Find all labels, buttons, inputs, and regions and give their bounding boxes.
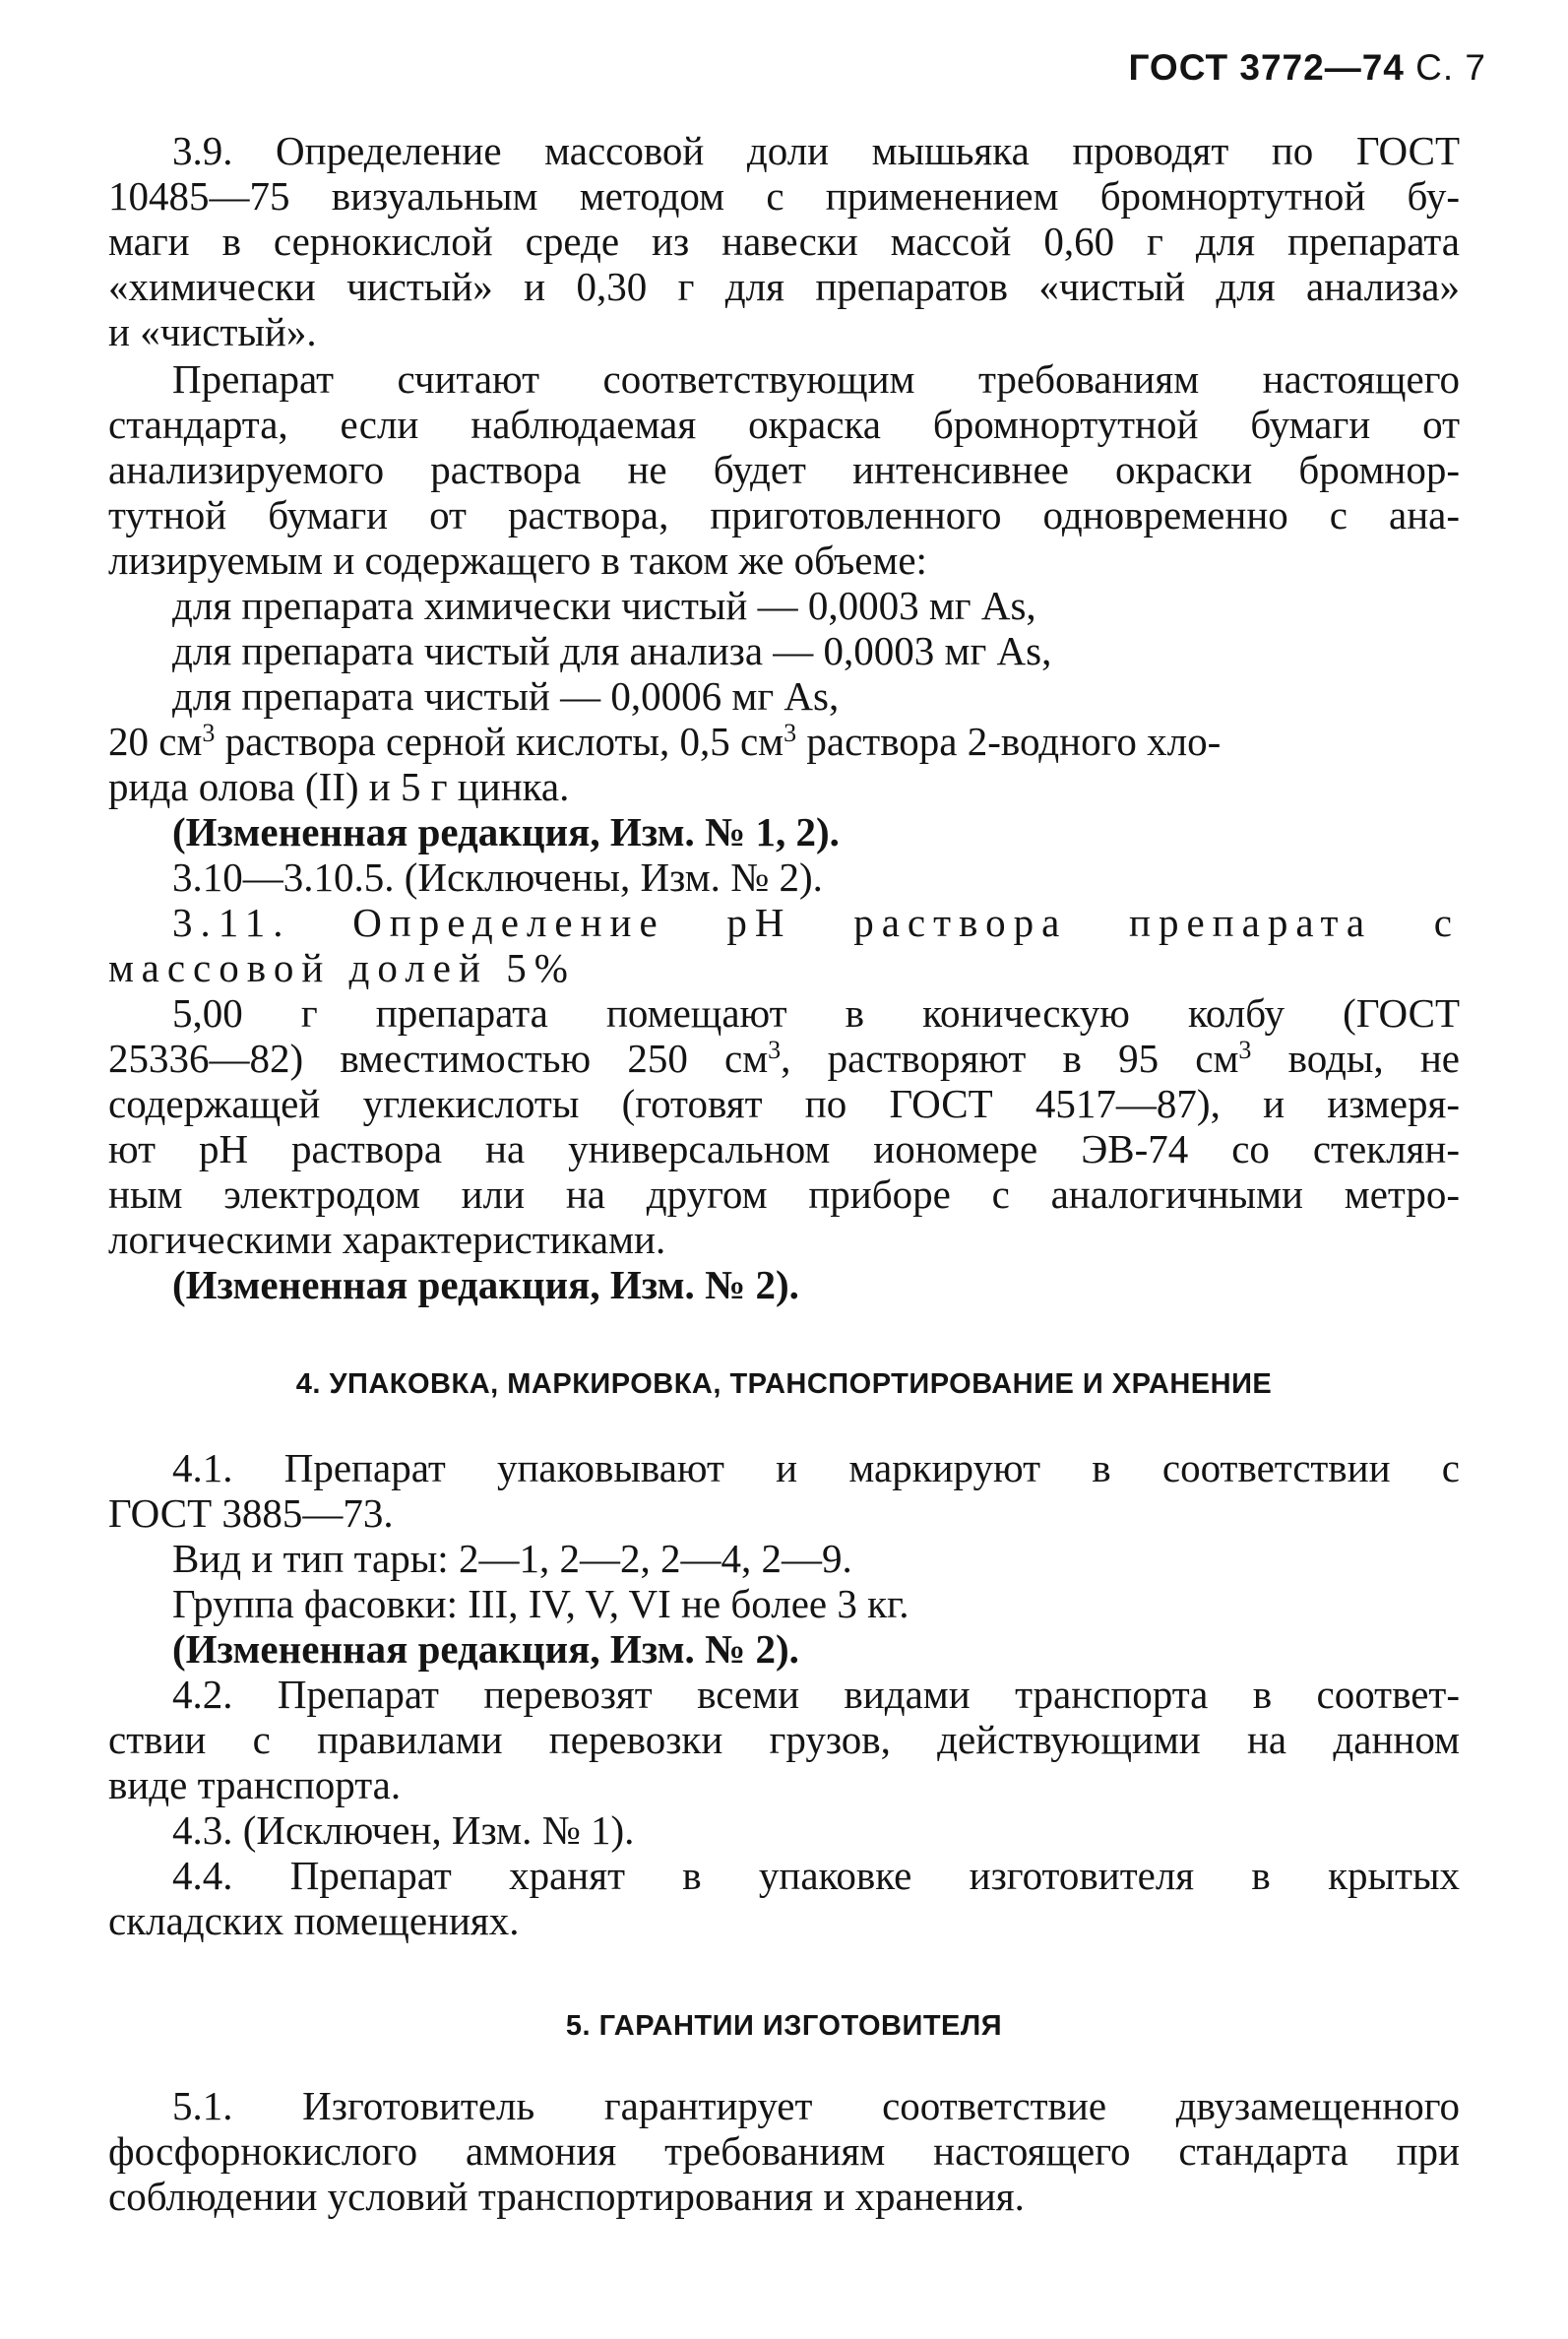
paragraph-3-9-criteria-line: Препарат считают соответствующим требованиям настоящего [172,356,1460,402]
packing-group-line: Группа фасовки: III, IV, V, VI не более 3 кг. [172,1581,909,1626]
tare-type-line: Вид и тип тары: 2—1, 2—2, 2—4, 2—9. [172,1536,852,1581]
clause-3-11-line: 25336—82) вместимостью 250 $см^3$, растворяют в 95 $см^3$ воды, не [108,1036,1460,1081]
amendment-note: (Измененная редакция, Изм. № 2). [172,1626,799,1672]
paragraph-3-9-criteria-line: тутной бумаги от раствора, приготовленного одновременно с ана- [108,492,1460,537]
arsenic-limit-item: для препарата химически чистый — 0,0003 мг As, [172,583,1036,628]
section-4-heading: 4. УПАКОВКА, МАРКИРОВКА, ТРАНСПОРТИРОВАНИЕ И ХРАНЕНИЕ [295,1368,1273,1400]
clause-4-2-line: виде транспорта. [108,1762,402,1807]
clause-5-1-line: соблюдении условий транспортирования и хранения. [108,2174,1025,2219]
arsenic-limit-item: для препарата чистый для анализа — 0,0003 мг As, [172,628,1052,673]
paragraph-3-9-criteria-line: анализируемого раствора не будет интенсивнее окраски бромнор- [108,447,1460,492]
clause-3-11-line: 5,00 г препарата помещают в коническую колбу (ГОСТ [172,990,1460,1036]
clause-4-1-line: 4.1. Препарат упаковывают и маркируют в соответствии с [172,1445,1460,1490]
clause-3-11-line: содержащей углекислоты (готовят по ГОСТ 4517—87), и измеря- [108,1081,1460,1126]
excluded-clauses: 3.10—3.10.5. (Исключены, Изм. № 2). [172,854,823,900]
paragraph-3-9-line: маги в сернокислой среде из навески массой 0,60 г для препарата [108,219,1460,264]
standard-number: ГОСТ 3772—74 [1128,47,1405,88]
clause-4-4-line: 4.4. Препарат хранят в упаковке изготовителя в крытых [172,1853,1460,1898]
running-header [1128,47,1486,89]
clause-4-3: 4.3. (Исключен, Изм. № 1). [172,1807,635,1853]
clause-5-1-line: 5.1. Изготовитель гарантирует соответствие двузамещенного [172,2083,1460,2128]
paragraph-3-9-line: 10485—75 визуальным методом с применением бромнортутной бу- [108,173,1460,219]
clause-4-2-line: ствии с правилами перевозки грузов, действующими на данном [108,1717,1460,1762]
paragraph-3-9-line: 3.9. Определение массовой доли мышьяка проводят по ГОСТ [172,128,1460,173]
paragraph-3-9-criteria-line: стандарта, если наблюдаемая окраска бромнортутной бумаги от [108,402,1460,447]
arsenic-limit-item: для препарата чистый — 0,0006 мг As, [172,673,840,719]
page-number: С. 7 [1415,47,1486,88]
clause-3-11-line: ным электродом или на другом приборе с аналогичными метро- [108,1171,1460,1217]
amendment-note: (Измененная редакция, Изм. № 2). [172,1262,799,1307]
clause-5-1-line: фосфорнокислого аммония требованиям настоящего стандарта при [108,2128,1460,2174]
section-5-heading: 5. ГАРАНТИИ ИЗГОТОВИТЕЛЯ [565,2010,1003,2042]
clause-4-4-line: складских помещениях. [108,1898,520,1943]
clause-4-1-line: ГОСТ 3885—73. [108,1490,394,1536]
clause-3-11-line: логическими характеристиками. [108,1217,666,1262]
paragraph-3-9-criteria-line: лизируемым и содержащего в таком же объеме: [108,537,927,583]
paragraph-3-9-line: и «чистый». [108,309,317,354]
clause-3-11-title: массовой долей 5% [108,945,576,990]
reagent-volumes-line: 20 $см^3$ раствора серной кислоты, 0,5 $см^3$ раствора 2-водного хло- [108,719,1222,764]
clause-3-11-title: 3.11. Определение pH раствора препарата с [172,900,1460,945]
clause-3-11-line: ют pH раствора на универсальном иономере ЭВ-74 со стеклян- [108,1126,1460,1171]
amendment-note: (Измененная редакция, Изм. № 1, 2). [172,809,840,854]
paragraph-3-9-line: «химически чистый» и 0,30 г для препаратов «чистый для анализа» [108,264,1460,309]
clause-4-2-line: 4.2. Препарат перевозят всеми видами транспорта в соответ- [172,1672,1460,1717]
reagent-volumes-line: рида олова (II) и 5 г цинка. [108,764,570,809]
